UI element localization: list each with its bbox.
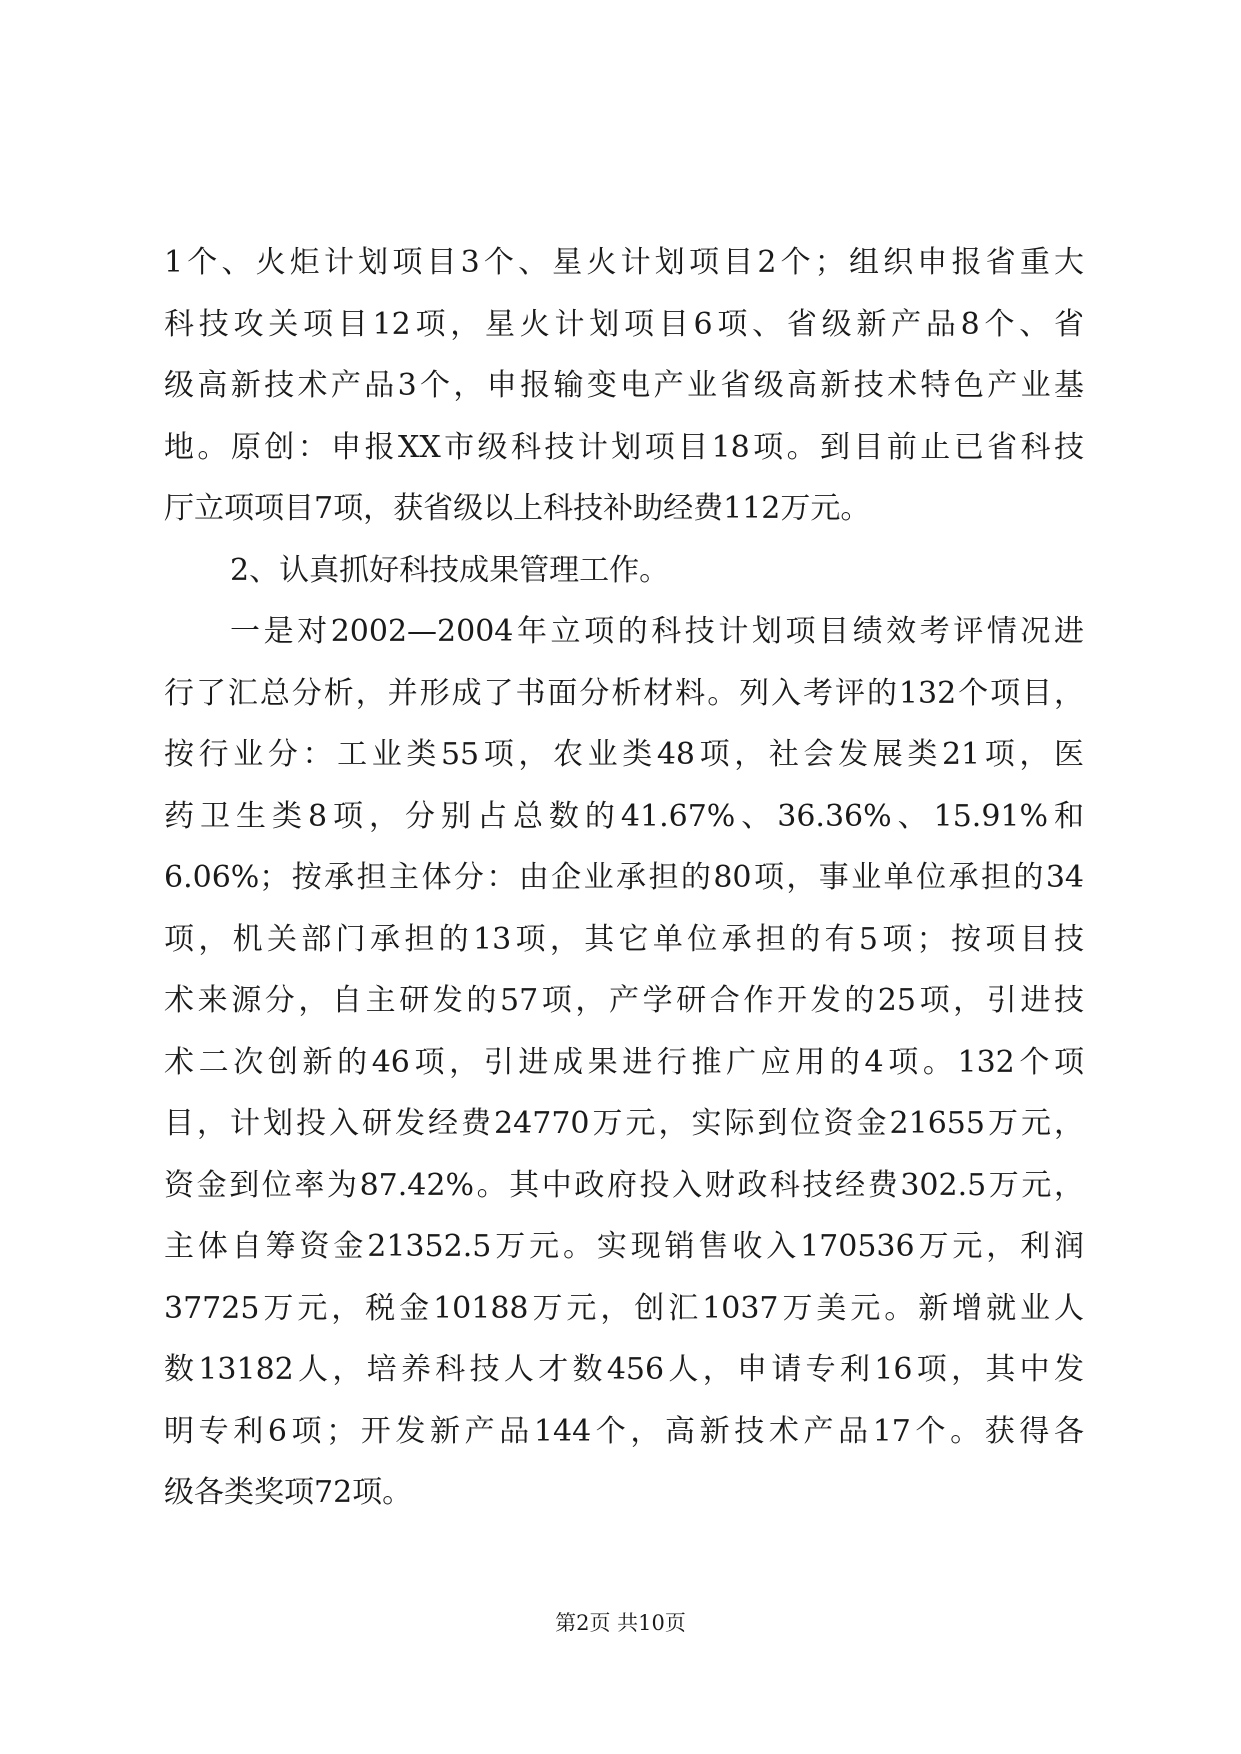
section-heading: 2、认真抓好科技成果管理工作。 [230, 552, 670, 588]
text-line: 级高新技术产品3个，申报输变电产业省级高新技术特色产业基 [164, 368, 1084, 403]
text-line: 厅立项项目7项，获省级以上科技补助经费112万元。 [164, 491, 871, 526]
text-line: 明专利6项；开发新产品144个，高新技术产品17个。获得各 [164, 1413, 1084, 1449]
text-line: 行了汇总分析，并形成了书面分析材料。列入考评的132个项目， [164, 675, 1084, 711]
text-line: 数13182人，培养科技人才数456人，申请专利16项，其中发 [164, 1352, 1084, 1387]
text-line: 级各类奖项72项。 [164, 1475, 413, 1510]
text-line: 主体自筹资金21352.5万元。实现销售收入170536万元，利润 [164, 1229, 1084, 1264]
page-number-footer: 第2页 共10页 [555, 1611, 686, 1635]
text-line: 按行业分：工业类55项，农业类48项，社会发展类21项，医 [164, 737, 1084, 772]
text-line: 6.06%；按承担主体分：由企业承担的80项，事业单位承担的34 [164, 860, 1084, 895]
text-line: 地。原创：申报XX市级科技计划项目18项。到目前止已省科技 [164, 429, 1084, 465]
text-line: 项，机关部门承担的13项，其它单位承担的有5项；按项目技 [164, 921, 1084, 957]
text-line: 术二次创新的46项，引进成果进行推广应用的4项。132个项 [164, 1044, 1084, 1080]
text-line: 资金到位率为87.42%。其中政府投入财政科技经费302.5万元， [164, 1167, 1084, 1203]
text-line: 目，计划投入研发经费24770万元，实际到位资金21655万元， [164, 1106, 1084, 1141]
text-line: 术来源分，自主研发的57项，产学研合作开发的25项，引进技 [164, 983, 1084, 1018]
text-line: 药卫生类8项，分别占总数的41.67%、36.36%、15.91%和 [164, 798, 1084, 834]
text-line: 37725万元，税金10188万元，创汇1037万美元。新增就业人 [164, 1290, 1084, 1326]
text-line: 1个、火炬计划项目3个、星火计划项目2个；组织申报省重大 [164, 245, 1084, 280]
body-text [164, 232, 1084, 1524]
text-line: 科技攻关项目12项，星火计划项目6项、省级新产品8个、省 [164, 306, 1084, 342]
text-line: 一是对2002—2004年立项的科技计划项目绩效考评情况进 [230, 614, 1084, 649]
